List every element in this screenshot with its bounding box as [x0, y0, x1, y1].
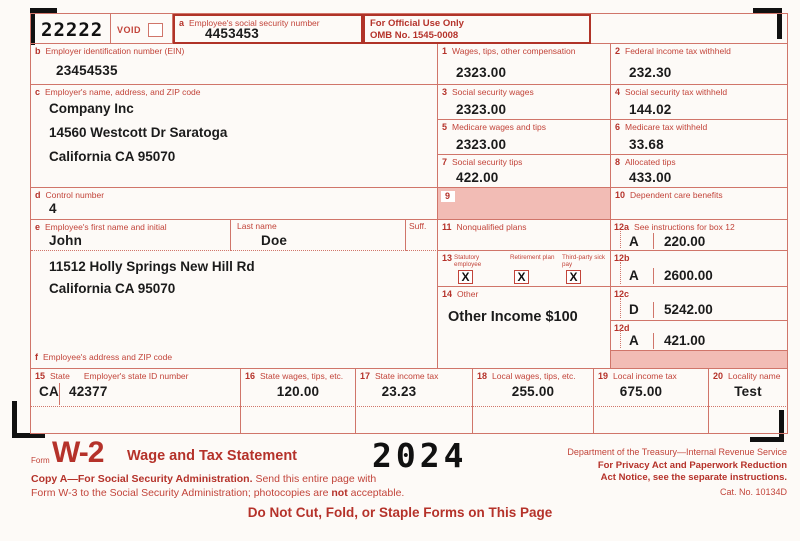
- box-c-number: c: [35, 87, 41, 97]
- box-20-number: 20: [713, 371, 724, 381]
- box-14-other: [438, 287, 611, 369]
- box-4-number: 4: [615, 87, 621, 97]
- box-18-local-wages: [473, 369, 594, 434]
- official-use-box: [363, 14, 591, 44]
- box-c-employer: [31, 85, 438, 188]
- box-f-label: Employee's address and ZIP code: [43, 352, 173, 363]
- copy-a-bold: Copy A—For Social Security Administration.: [31, 473, 253, 485]
- box-12b: [611, 251, 788, 287]
- box-2-number: 2: [615, 46, 621, 56]
- box-10-dependent-care: [611, 188, 788, 220]
- do-not-cut-warning: Do Not Cut, Fold, or Staple Forms on This Page: [247, 505, 553, 520]
- employer-name: Company Inc: [49, 101, 134, 116]
- copy-a-line1: [31, 473, 376, 485]
- box-12b-value: 2600.00: [664, 268, 713, 283]
- box-16-number: 16: [245, 371, 256, 381]
- copy-a-not: not: [331, 487, 348, 499]
- box-14-value: Other Income $100: [448, 309, 578, 325]
- official-use-line2: OMB No. 1545-0008: [370, 29, 459, 41]
- box-17-number: 17: [360, 371, 371, 381]
- box-12a: [611, 220, 788, 251]
- box-14-label: Other: [457, 289, 479, 299]
- box-17-label: State income tax: [375, 371, 439, 381]
- box-2-federal-tax: [611, 44, 788, 85]
- box-5-value: 2323.00: [456, 137, 507, 152]
- tax-year: 2024: [372, 436, 468, 475]
- box-f-number: f: [35, 352, 38, 363]
- box-6-number: 6: [615, 122, 621, 132]
- box-9-shaded: [438, 188, 611, 220]
- box-11-label: Nonqualified plans: [456, 222, 527, 232]
- form-code-box: [31, 14, 111, 44]
- copy-a-line2-pre: Form W-3 to the Social Security Administration; photocopies are: [31, 487, 329, 499]
- box-a-value: 4453453: [205, 26, 259, 41]
- box-20-locality: [709, 369, 788, 434]
- box-12a-value: 220.00: [664, 233, 706, 249]
- box-7-number: 7: [442, 157, 448, 167]
- box-16-state-wages: [241, 369, 356, 434]
- box-8-number: 8: [615, 157, 621, 167]
- box-11-nonqualified: [438, 220, 611, 251]
- box-5-label: Medicare wages and tips: [452, 122, 547, 132]
- retirement-plan-checkbox: X: [514, 270, 529, 284]
- box-14-number: 14: [442, 289, 453, 299]
- shaded-strip: [611, 351, 788, 369]
- box-e-number: e: [35, 222, 41, 232]
- official-use-line1: For Official Use Only: [370, 18, 464, 29]
- third-party-sick-pay-checkbox: X: [566, 270, 581, 284]
- box-7-label: Social security tips: [452, 157, 523, 167]
- box-12a-number: 12a: [614, 222, 630, 232]
- box-19-label: Local income tax: [613, 371, 677, 381]
- box-e-label: Employee's first name and initial: [45, 222, 167, 232]
- box-19-number: 19: [598, 371, 609, 381]
- employee-street: 11512 Holly Springs New Hill Rd: [49, 259, 255, 274]
- void-checkbox: [148, 23, 163, 37]
- void-label: VOID: [117, 25, 142, 35]
- retirement-plan-label: Retirement plan: [510, 254, 555, 261]
- box-a-label: Employee's social security number: [189, 18, 320, 28]
- box-15-number: 15: [35, 371, 46, 381]
- box-12b-code: A: [629, 268, 639, 283]
- box-17-state-tax: [356, 369, 473, 434]
- box-b-ein: [31, 44, 438, 85]
- box-12d-number: 12d: [614, 323, 630, 333]
- box-10-label: Dependent care benefits: [630, 190, 723, 200]
- box-16-value: 120.00: [276, 384, 320, 399]
- box-1-label: Wages, tips, other compensation: [452, 46, 576, 56]
- top-blank-cell: [591, 14, 788, 44]
- box-d-value: 4: [49, 201, 57, 216]
- box-2-label: Federal income tax withheld: [625, 46, 731, 56]
- box-12a-label: See instructions for box 12: [634, 222, 735, 232]
- w2-form-grid: [30, 13, 788, 434]
- box-15-label: State: [50, 371, 70, 381]
- box-f-address: [31, 251, 438, 369]
- employee-first-name: John: [49, 233, 83, 248]
- box-3-ss-wages: [438, 85, 611, 120]
- box-18-number: 18: [477, 371, 488, 381]
- box-d-control: [31, 188, 438, 220]
- statutory-employee-checkbox: X: [458, 270, 473, 284]
- box-6-medicare-tax: [611, 120, 788, 155]
- box-8-value: 433.00: [629, 170, 672, 185]
- box-6-value: 33.68: [629, 137, 664, 152]
- box-18-value: 255.00: [511, 384, 555, 399]
- suffix-label: Suff.: [409, 221, 427, 231]
- box-b-value: 23454535: [56, 63, 118, 78]
- box-a-ssn: [173, 14, 363, 44]
- box-b-number: b: [35, 46, 41, 56]
- box-b-label: Employer identification number (EIN): [45, 46, 185, 56]
- statutory-employee-label: Statutory employee: [454, 254, 482, 269]
- box-20-label: Locality name: [728, 371, 781, 381]
- box-5-medicare-wages: [438, 120, 611, 155]
- box-12c-code: D: [629, 302, 639, 317]
- box-11-number: 11: [442, 222, 452, 232]
- box-c-label: Employer's name, address, and ZIP code: [45, 87, 201, 97]
- box-8-allocated-tips: [611, 155, 788, 188]
- last-name-label: Last name: [237, 221, 277, 231]
- box-20-value: Test: [734, 384, 762, 399]
- box-7-value: 422.00: [456, 170, 499, 185]
- form-title: Wage and Tax Statement: [127, 448, 298, 464]
- box-3-number: 3: [442, 87, 448, 97]
- state-value: CA: [39, 384, 59, 399]
- box-3-label: Social security wages: [452, 87, 534, 97]
- copy-a-line2-post: acceptable.: [350, 487, 405, 499]
- box-12c: [611, 287, 788, 321]
- catalog-number: Cat. No. 10134D: [719, 487, 787, 497]
- department-line: Department of the Treasury—Internal Revenue Service: [567, 447, 787, 457]
- box-1-value: 2323.00: [456, 65, 507, 80]
- copy-a-rest: Send this entire page with: [255, 473, 377, 485]
- box-13-number: 13: [442, 253, 453, 263]
- box-5-number: 5: [442, 122, 448, 132]
- box-d-number: d: [35, 190, 41, 200]
- box-16-label: State wages, tips, etc.: [260, 371, 344, 381]
- box-9-number: 9: [441, 191, 455, 202]
- box-12c-number: 12c: [614, 289, 630, 299]
- box-12b-number: 12b: [614, 253, 630, 263]
- box-12d-value: 421.00: [664, 333, 706, 348]
- box-12d-code: A: [629, 333, 639, 348]
- void-cell: [111, 14, 173, 44]
- third-party-sick-pay-label: Third-party sick pay: [562, 254, 606, 269]
- box-17-value: 23.23: [381, 384, 417, 399]
- box-12a-code: A: [629, 233, 639, 249]
- privacy-notice-line1: For Privacy Act and Paperwork Reduction: [597, 460, 787, 471]
- box-19-local-tax: [594, 369, 709, 434]
- box-4-value: 144.02: [629, 102, 672, 117]
- copy-a-line2: [31, 487, 404, 499]
- box-1-wages: [438, 44, 611, 85]
- box-12d: [611, 321, 788, 351]
- box-d-label: Control number: [45, 190, 105, 200]
- privacy-notice-line2: Act Notice, see the separate instructions.: [600, 472, 787, 483]
- box-10-number: 10: [615, 190, 626, 200]
- box-15-state: [31, 369, 241, 434]
- employer-city: California CA 95070: [49, 149, 176, 164]
- box-4-ss-tax: [611, 85, 788, 120]
- box-8-label: Allocated tips: [625, 157, 676, 167]
- employee-city: California CA 95070: [49, 281, 176, 296]
- box-12c-value: 5242.00: [664, 302, 713, 317]
- box-4-label: Social security tax withheld: [625, 87, 728, 97]
- box-2-value: 232.30: [629, 65, 672, 80]
- box-e-suffix: [406, 220, 438, 251]
- form-code: 22222: [41, 19, 104, 41]
- box-a-number: a: [179, 18, 185, 28]
- employer-street: 14560 Westcott Dr Saratoga: [49, 125, 228, 140]
- box-7-ss-tips: [438, 155, 611, 188]
- box-e-first-name: [31, 220, 231, 251]
- form-number: W-2: [52, 436, 104, 469]
- state-id-value: 42377: [69, 384, 108, 399]
- box-19-value: 675.00: [619, 384, 663, 399]
- box-18-label: Local wages, tips, etc.: [492, 371, 576, 381]
- box-1-number: 1: [442, 46, 448, 56]
- box-6-label: Medicare tax withheld: [625, 122, 708, 132]
- box-e-last-name: [231, 220, 406, 251]
- box-3-value: 2323.00: [456, 102, 507, 117]
- box-13-checkboxes: [438, 251, 611, 287]
- employee-last-name: Doe: [261, 233, 288, 248]
- form-word: Form: [31, 456, 50, 465]
- state-id-label: Employer's state ID number: [83, 371, 189, 381]
